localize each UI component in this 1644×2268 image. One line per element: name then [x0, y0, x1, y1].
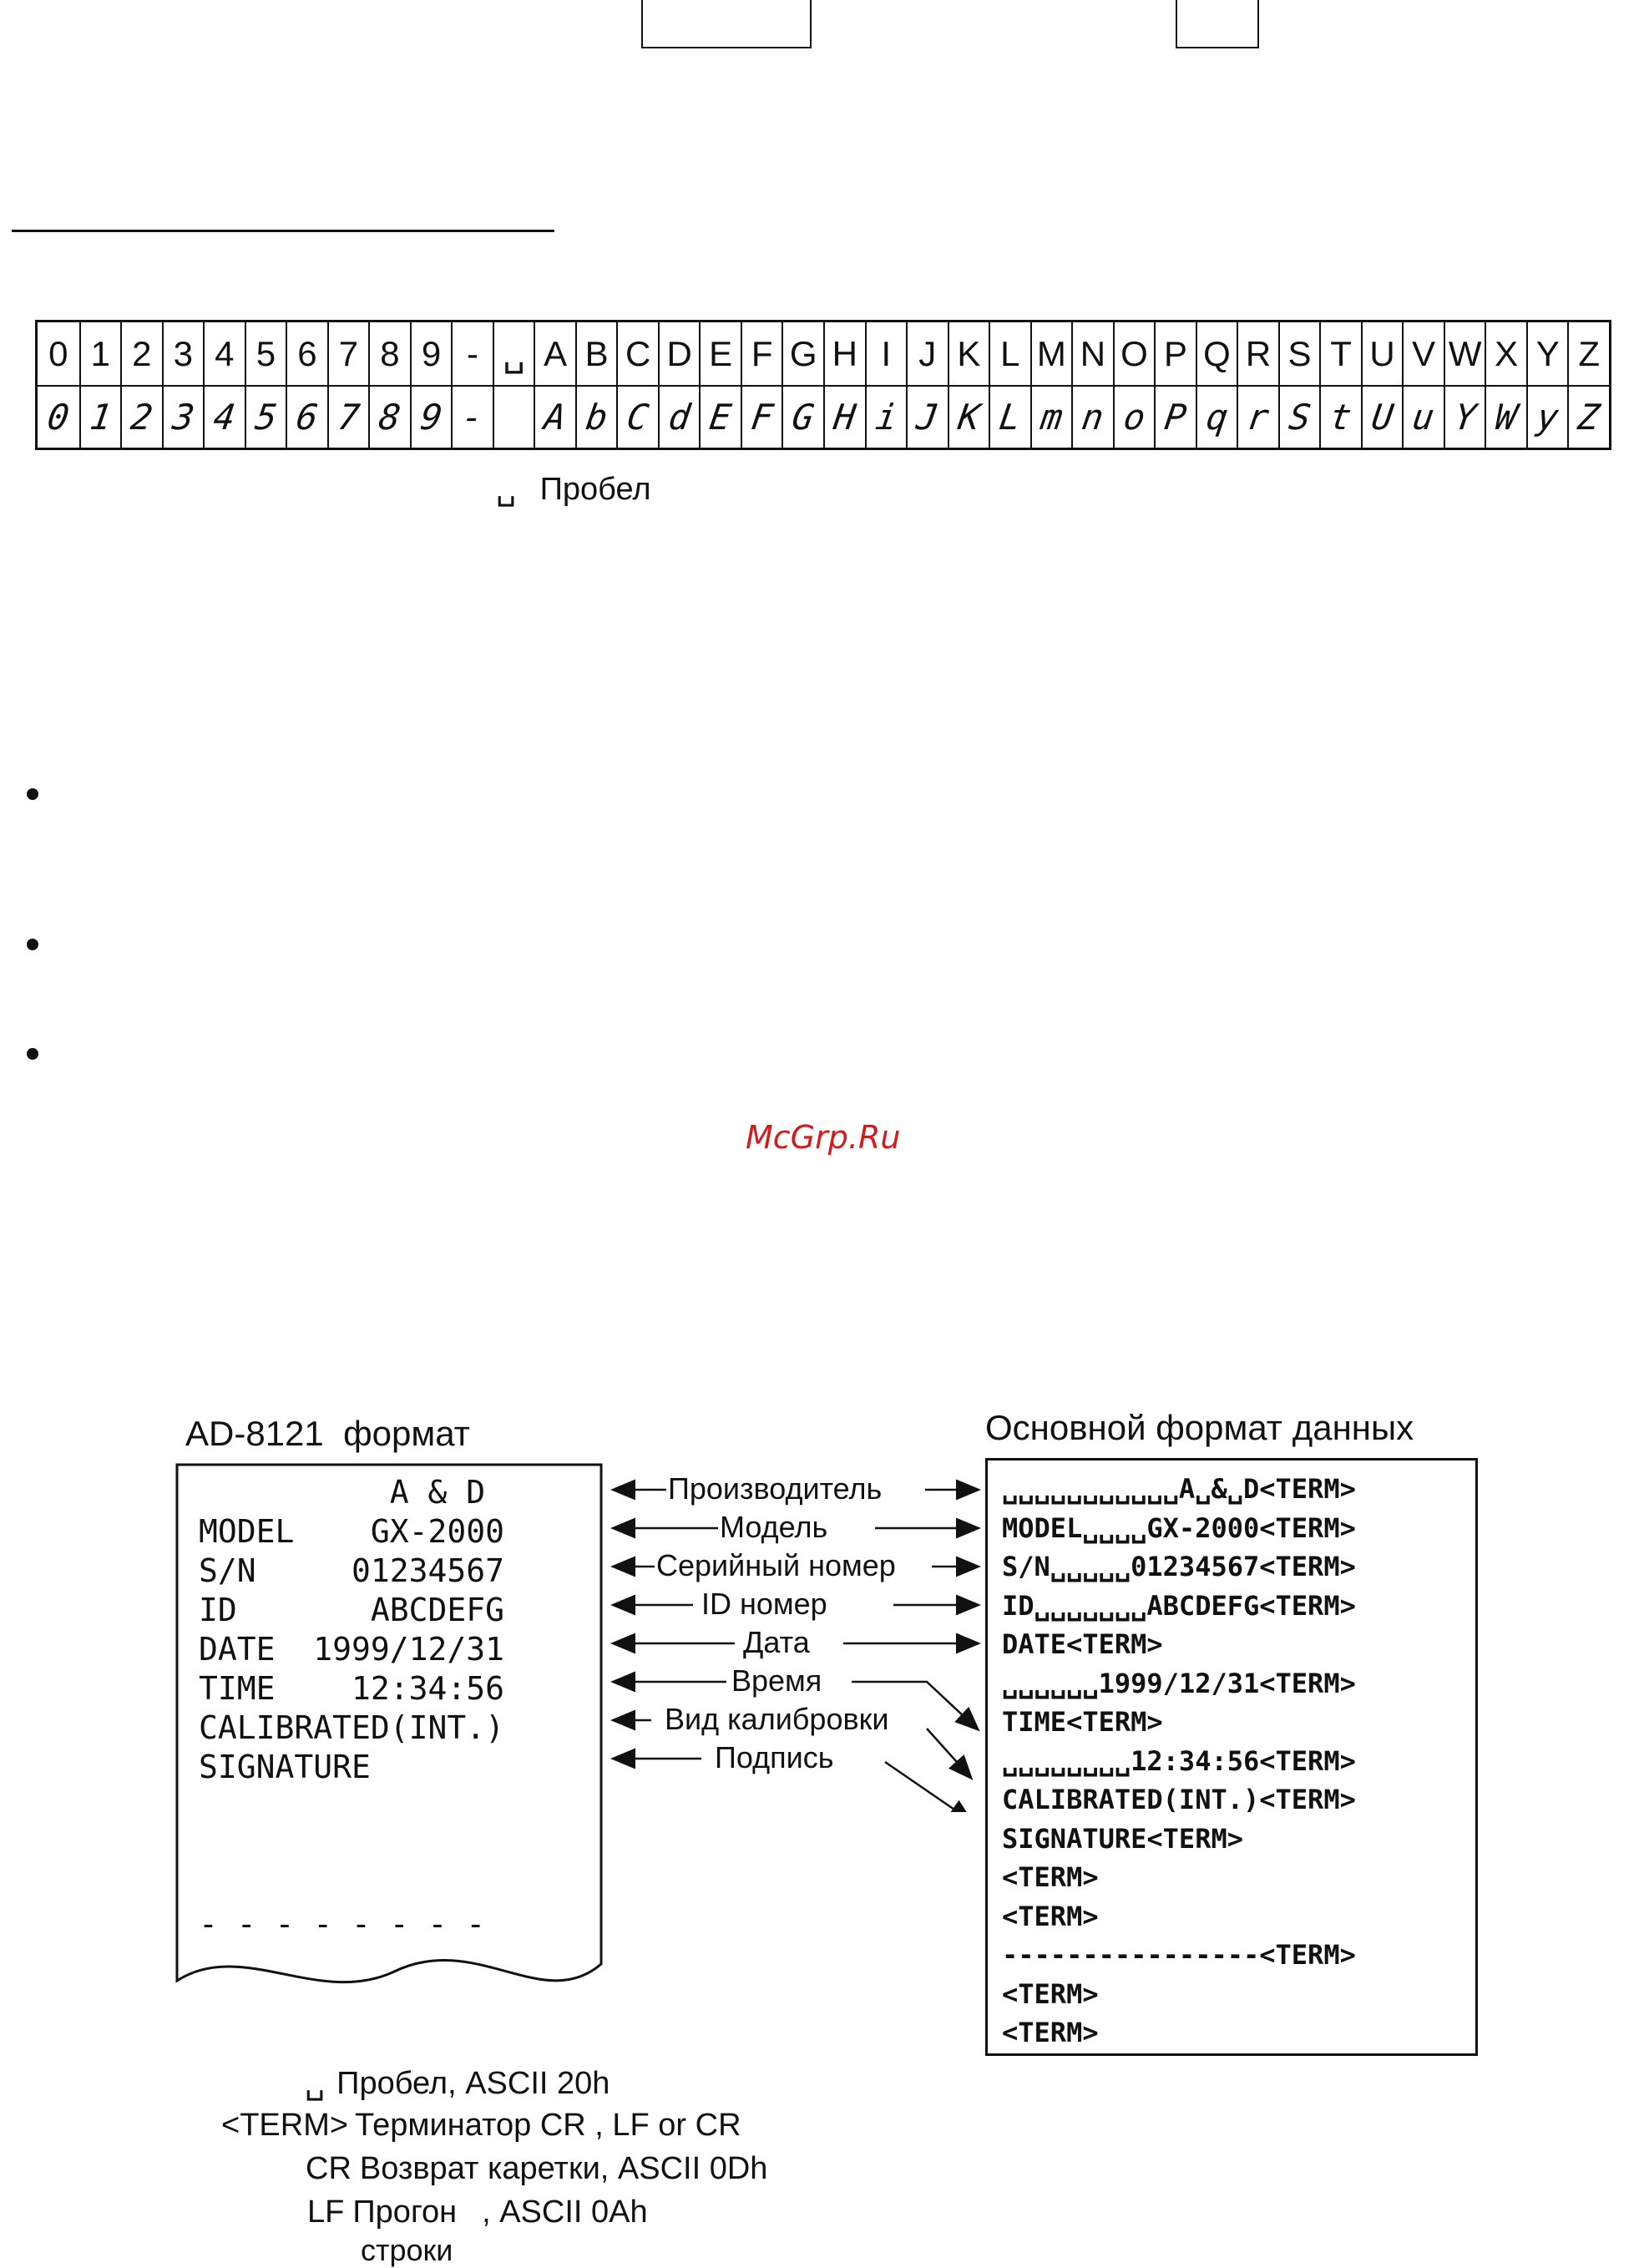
char-ascii: B [577, 322, 617, 387]
space-symbol: ␣ [496, 472, 517, 507]
char-cell [203, 322, 245, 448]
data-format-line: ID␣␣␣␣␣␣␣ABCDEFG<TERM> [1002, 1589, 1356, 1622]
printout-lines [199, 1473, 504, 1944]
char-ascii: ␣ [494, 322, 534, 387]
char-ascii: 8 [370, 322, 410, 387]
bullet-3 [27, 1048, 38, 1060]
char-cell [162, 322, 204, 448]
char-display: F [748, 397, 776, 438]
data-format-line: S/N␣␣␣␣␣01234567<TERM> [1002, 1551, 1356, 1582]
char-display: y [1534, 397, 1561, 438]
character-table [35, 320, 1611, 450]
char-ascii: 9 [412, 322, 452, 387]
bullet-2 [27, 939, 38, 950]
char-ascii: 3 [164, 322, 204, 387]
char-ascii: W [1445, 322, 1485, 387]
char-ascii: H [825, 322, 865, 387]
char-cell [1196, 322, 1237, 448]
char-cell [1444, 322, 1485, 448]
char-display: J [913, 397, 941, 438]
data-format-line: ␣␣␣␣␣␣1999/12/31<TERM> [1002, 1667, 1356, 1699]
char-ascii: S [1280, 322, 1320, 387]
char-display: E [707, 397, 735, 438]
char-cell [616, 322, 658, 448]
char-display: q [1203, 397, 1231, 438]
char-display: i [873, 397, 900, 438]
data-format-line: ----------------<TERM> [1002, 1939, 1356, 1971]
char-cell [120, 322, 162, 448]
data-format-line: ␣␣␣␣␣␣␣␣12:34:56<TERM> [1002, 1744, 1356, 1777]
char-display: W [1493, 397, 1520, 438]
char-display: 6 [293, 397, 321, 438]
char-ascii: N [1073, 322, 1113, 387]
printout-line: S/N 01234567 [199, 1552, 505, 1589]
legend-cr-symbol: CR [306, 2151, 352, 2186]
char-display: t [1327, 397, 1355, 438]
printout-line [199, 1826, 504, 1866]
char-display: n [1079, 397, 1107, 438]
char-ascii: V [1404, 322, 1444, 387]
left-title: AD-8121 формат [185, 1414, 470, 1453]
char-cell [38, 322, 79, 448]
legend-cr-text: Возврат каретки, ASCII 0Dh [359, 2151, 768, 2186]
char-cell [1278, 322, 1320, 448]
char-cell [286, 322, 327, 448]
char-ascii: R [1238, 322, 1278, 387]
char-ascii: M [1032, 322, 1072, 387]
char-display: H [831, 397, 858, 438]
char-ascii: 4 [205, 322, 245, 387]
char-ascii: A [535, 322, 575, 387]
char-ascii: 1 [81, 322, 121, 387]
char-display [490, 387, 539, 448]
char-ascii: - [453, 322, 493, 387]
label-calibration: Вид калибровки [665, 1702, 889, 1736]
data-format-line: DATE<TERM> [1002, 1628, 1163, 1660]
char-display: 9 [417, 397, 445, 438]
char-cell [1319, 322, 1361, 448]
char-cell [823, 322, 865, 448]
section-rule [12, 230, 554, 232]
char-display: 5 [252, 397, 280, 438]
char-display: U [1368, 397, 1396, 438]
char-ascii: U [1363, 322, 1403, 387]
char-display: u [1410, 397, 1438, 438]
char-display: Z [1576, 397, 1603, 438]
char-display: 3 [169, 397, 197, 438]
watermark: McGrp.Ru [746, 1119, 901, 1156]
label-date: Дата [743, 1625, 810, 1659]
char-ascii: P [1156, 322, 1196, 387]
label-serial: Серийный номер [656, 1548, 896, 1582]
data-format-line: CALIBRATED(INT.)<TERM> [1002, 1784, 1356, 1815]
char-cell [948, 322, 989, 448]
char-ascii: G [783, 322, 823, 387]
char-display: K [955, 397, 983, 438]
data-format-line: MODEL␣␣␣␣GX-2000<TERM> [1002, 1511, 1356, 1544]
char-display: G [790, 397, 817, 438]
char-ascii: O [1115, 322, 1155, 387]
char-ascii: D [660, 322, 700, 387]
char-ascii: Y [1528, 322, 1568, 387]
char-display: C [625, 397, 652, 438]
char-cell [865, 322, 907, 448]
legend-lf-cont: строки [361, 2233, 453, 2267]
char-ascii: C [618, 322, 658, 387]
char-cell [1526, 322, 1568, 448]
legend-term [221, 2108, 741, 2144]
header-box-2 [1176, 0, 1259, 48]
printout-line [199, 1787, 504, 1826]
header-box-1 [641, 0, 812, 48]
char-display: 7 [335, 397, 362, 438]
char-cell [741, 322, 782, 448]
char-display: b [583, 397, 610, 438]
char-cell [493, 322, 534, 448]
label-manufacturer: Производитель [668, 1471, 883, 1506]
char-cell [1402, 322, 1444, 448]
char-ascii: L [990, 322, 1030, 387]
char-ascii: 5 [246, 322, 286, 387]
char-cell [534, 322, 575, 448]
char-display: o [1120, 397, 1148, 438]
right-title: Основной формат данных [985, 1408, 1414, 1447]
data-format-line: TIME<TERM> [1002, 1706, 1163, 1738]
space-label: Пробел [539, 472, 651, 507]
data-format-line: SIGNATURE<TERM> [1002, 1822, 1243, 1855]
data-format-line: <TERM> [1002, 1977, 1099, 2010]
char-cell [1030, 322, 1072, 448]
char-ascii: T [1321, 322, 1361, 387]
data-format-line: <TERM> [1002, 1900, 1099, 1932]
char-display: Y [1451, 397, 1479, 438]
char-cell [79, 322, 121, 448]
bullet-1 [27, 788, 38, 800]
char-cell [658, 322, 700, 448]
char-cell [906, 322, 948, 448]
char-display: 4 [210, 397, 238, 438]
legend-cr [306, 2151, 767, 2187]
char-display: - [458, 397, 487, 438]
char-display: 2 [128, 397, 155, 438]
legend-space-text: Пробел, ASCII 20h [336, 2066, 610, 2101]
char-cell [245, 322, 286, 448]
char-ascii: 6 [287, 322, 327, 387]
char-ascii: 7 [329, 322, 369, 387]
label-id: ID номер [701, 1587, 827, 1621]
legend-space-symbol: ␣ [305, 2066, 326, 2101]
char-cell [782, 322, 823, 448]
char-display: L [996, 397, 1024, 438]
char-cell [1071, 322, 1113, 448]
space-legend [496, 470, 651, 508]
char-ascii: Z [1569, 322, 1609, 387]
char-cell [699, 322, 741, 448]
legend-term-symbol: <TERM> [221, 2108, 349, 2143]
char-ascii: J [908, 322, 948, 387]
label-signature: Подпись [715, 1740, 834, 1774]
printout-line: ID ABCDEFG [199, 1592, 505, 1628]
legend-lf-symbol: LF [307, 2195, 345, 2230]
printout-line: SIGNATURE [199, 1749, 371, 1785]
printout-line: CALIBRATED(INT.) [199, 1709, 505, 1746]
legend-lf [307, 2195, 648, 2230]
char-cell [1154, 322, 1196, 448]
char-cell [451, 322, 493, 448]
char-display: S [1286, 397, 1313, 438]
char-cell [1113, 322, 1155, 448]
char-ascii: E [701, 322, 741, 387]
char-display: A [541, 397, 569, 438]
char-cell [1361, 322, 1403, 448]
char-ascii: X [1486, 322, 1526, 387]
data-format-lines [1002, 1470, 1356, 2053]
char-ascii: 2 [122, 322, 162, 387]
char-display: 1 [87, 397, 114, 438]
printout-line: A & D [199, 1474, 486, 1511]
char-ascii: Q [1197, 322, 1237, 387]
char-display: 8 [376, 397, 404, 438]
data-format-line: <TERM> [1002, 2017, 1099, 2048]
char-cell [1485, 322, 1526, 448]
printout-line [199, 1866, 504, 1905]
data-format-line: <TERM> [1002, 1861, 1099, 1893]
printout-line: TIME 12:34:56 [199, 1670, 505, 1707]
char-cell [327, 322, 369, 448]
char-cell [575, 322, 617, 448]
char-ascii: K [949, 322, 989, 387]
char-display: m [1038, 397, 1065, 438]
char-ascii: I [867, 322, 907, 387]
data-format-line: ␣␣␣␣␣␣␣␣␣␣␣A␣&␣D<TERM> [1002, 1473, 1356, 1505]
char-cell [1567, 322, 1609, 448]
char-ascii: F [742, 322, 782, 387]
legend-term-text: Терминатор CR , LF or CR [355, 2108, 741, 2143]
legend-lf-text-a: Прогон [352, 2195, 458, 2230]
char-display: P [1161, 397, 1190, 438]
char-display: r [1244, 397, 1272, 438]
printout-line: - - - - - - - - [199, 1906, 486, 1942]
legend-lf-text-b: , ASCII 0Ah [482, 2195, 648, 2230]
char-display: 0 [44, 397, 72, 438]
char-cell [989, 322, 1030, 448]
printout-line: MODEL GX-2000 [199, 1513, 505, 1550]
char-cell [1237, 322, 1278, 448]
char-cell [368, 322, 410, 448]
char-ascii: 0 [38, 322, 79, 387]
label-model: Модель [720, 1510, 828, 1544]
legend-space [305, 2064, 610, 2102]
printout-line: DATE 1999/12/31 [199, 1631, 505, 1668]
label-time: Время [731, 1663, 822, 1698]
char-display: d [665, 397, 693, 438]
char-cell [410, 322, 452, 448]
